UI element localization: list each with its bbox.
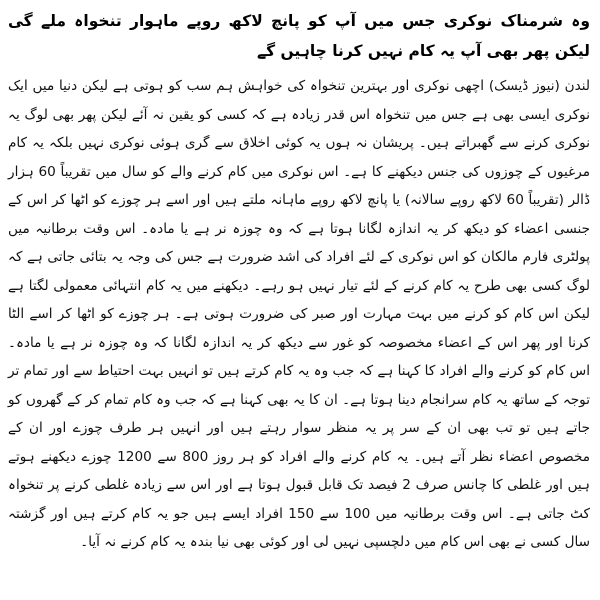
article-headline: وہ شرمناک نوکری جس میں آپ کو پانچ لاکھ روپے ماہوار تنخواہ ملے گی لیکن پھر بھی آپ یہ کام نہیں کرنا چاہیں گے bbox=[8, 12, 590, 60]
article-body: لندن (نیوز ڈیسک) اچھی نوکری اور بہترین تنخواہ کی خواہش ہم سب کو ہوتی ہے لیکن دنیا میں ایک نوکری ایسی بھی ہے جس میں تنخواہ اس قدر زیادہ ہے کہ کسی کو یقین نہ آئے لیکن پھر بھی لوگ یہ نوکری کرنے سے گھبراتے ہیں۔ پریشان نہ ہوں یہ کوئی اخلاق سے گری ہوئی نوکری نہیں بلکہ یہ کام مرغیوں کے چوزوں کی جنس دیکھنے کا ہے۔ اس نوکری میں کام کرنے والے کو سال میں تقریباً 60 ہزار ڈالر (تقریباً 60 لاکھ روپے سالانہ) یا پانچ لاکھ روپے ماہانہ ملتے ہیں اور اسے ہر چوزے کو اٹھا کر اس کے جنسی اعضاء کو دیکھ کر یہ اندازہ لگانا ہوتا ہے کہ وہ چوزہ نر ہے یا مادہ۔ اس وقت برطانیہ میں پولٹری فارم مالکان کو اس نوکری کے لئے افراد کی اشد ضرورت ہے جس کی وجہ یہ بتائی جاتی ہے کہ لوگ کسی بھی طرح یہ کام کرنے کے لئے تیار نہیں ہو رہے۔ دیکھنے میں یہ کام انتہائی معمولی لگتا ہے لیکن اس کام کو کرنے میں بہت مہارت اور صبر کی ضرورت ہوتی ہے۔ ہر چوزے کو اٹھا کر اسے الٹا کرنا اور پھر اس کے اعضاء مخصوصہ کو غور سے دیکھ کر یہ اندازہ لگانا کہ وہ چوزہ نر ہے یا مادہ۔ اس کام کو کرنے والے افراد کا کہنا ہے کہ جب وہ یہ کام کرتے ہیں تو انہیں بہت احتیاط سے اور تمام تر توجہ کے ساتھ یہ کام سرانجام دینا ہوتا ہے۔ ان کا یہ بھی کہنا ہے کہ جب وہ کام تمام کر کے گھروں کو جاتے ہیں تو تب بھی ان کے سر پر یہ منظر سوار رہتے ہیں اور انہیں ہر طرف چوزے اور ان کے مخصوص اعضاء نظر آتے ہیں۔ یہ کام کرنے والے افراد کو ہر روز 800 سے 1200 چوزے دیکھنے ہوتے ہیں اور غلطی کا چانس صرف 2 فیصد تک قابل قبول ہوتا ہے اور اس سے زیادہ غلطی کرنے پر تنخواہ کٹ جاتی ہے۔ اس وقت برطانیہ میں 100 سے 150 افراد ایسے ہیں جو یہ کام کرتے ہیں اور گزشتہ سال کسی نے بھی اس کام میں دلچسپی نہیں لی اور کوئی بھی نیا بندہ یہ کام کرنے نہ آیا۔ bbox=[8, 78, 591, 550]
